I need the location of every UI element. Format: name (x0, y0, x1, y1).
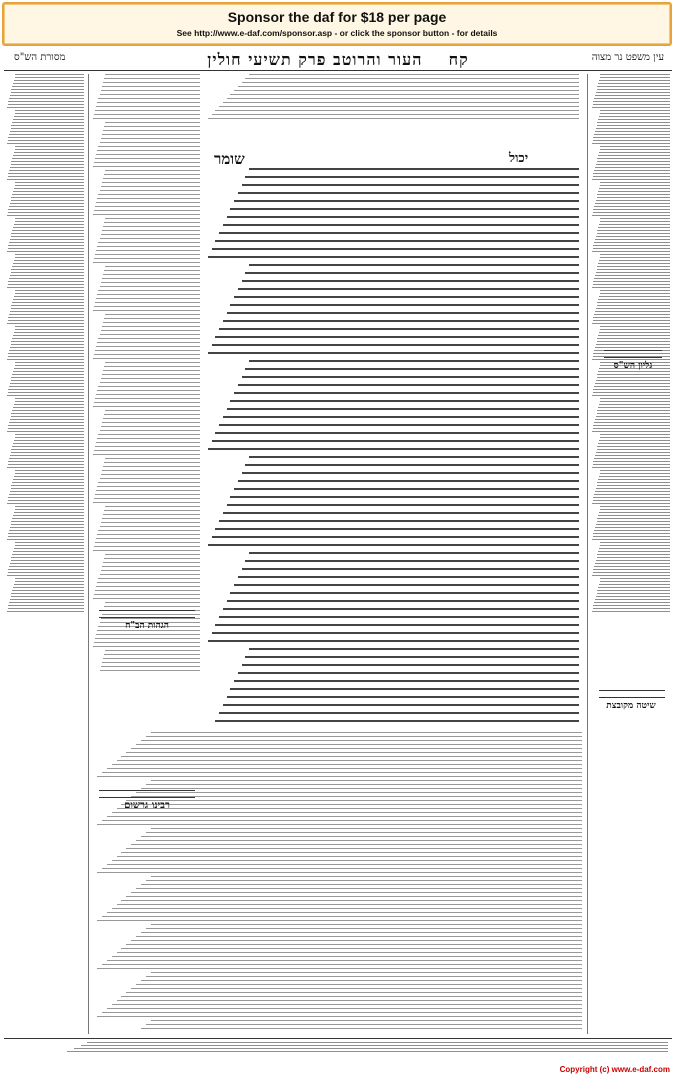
copyright-notice: Copyright (c) www.e-daf.com (559, 1065, 670, 1074)
gilyon-ornament (604, 350, 662, 358)
text-lines (92, 732, 582, 1029)
shita-ornament (599, 690, 665, 698)
text-lines (591, 74, 670, 612)
left-margin-column (6, 74, 84, 1034)
tosafot-column (92, 74, 200, 684)
right-margin-column (591, 74, 670, 1034)
sponsor-title: Sponsor the daf for $18 per page (227, 9, 447, 25)
hagahot-ornament (99, 610, 195, 618)
text-lines (92, 74, 200, 671)
sponsor-subtitle: See http://www.e-daf.com/sponsor.asp - or click the sponsor button - for details (176, 28, 498, 38)
chapter-title (4, 50, 672, 70)
top-commentary-band (204, 74, 579, 122)
lower-commentary (92, 732, 582, 1032)
rabbeinu-heading: רבינו גרשום (124, 800, 170, 811)
right-divider (587, 74, 588, 1034)
gilyon-heading: גליון הש"ס (613, 361, 653, 371)
left-divider (88, 74, 89, 1034)
text-lines (204, 74, 579, 119)
gemara-text (204, 168, 579, 728)
chapter-name: העור והרוטב פרק תשיעי חולין (207, 50, 423, 69)
folio-number: קח (448, 50, 469, 69)
ein-mishpat-heading: עין משפט נר מצוה (591, 52, 664, 63)
footnotes (8, 1042, 668, 1058)
hagahot-heading: הגהות הב"ח (125, 621, 169, 631)
shita-heading: שיטה מקובצת (606, 701, 656, 711)
masoret-heading: מסורת הש"ס (14, 52, 66, 63)
text-lines (204, 168, 579, 722)
shomer-word: שומר (214, 150, 245, 168)
text-lines (8, 1042, 668, 1052)
footer-rule (4, 1038, 672, 1039)
talmud-page (4, 50, 672, 1060)
header-rule (4, 70, 672, 71)
page-header (4, 50, 672, 70)
main-opening-word: יכול (509, 151, 529, 166)
rabbeinu-ornament (99, 790, 195, 798)
sponsor-banner[interactable] (2, 2, 672, 46)
text-lines (6, 74, 84, 612)
